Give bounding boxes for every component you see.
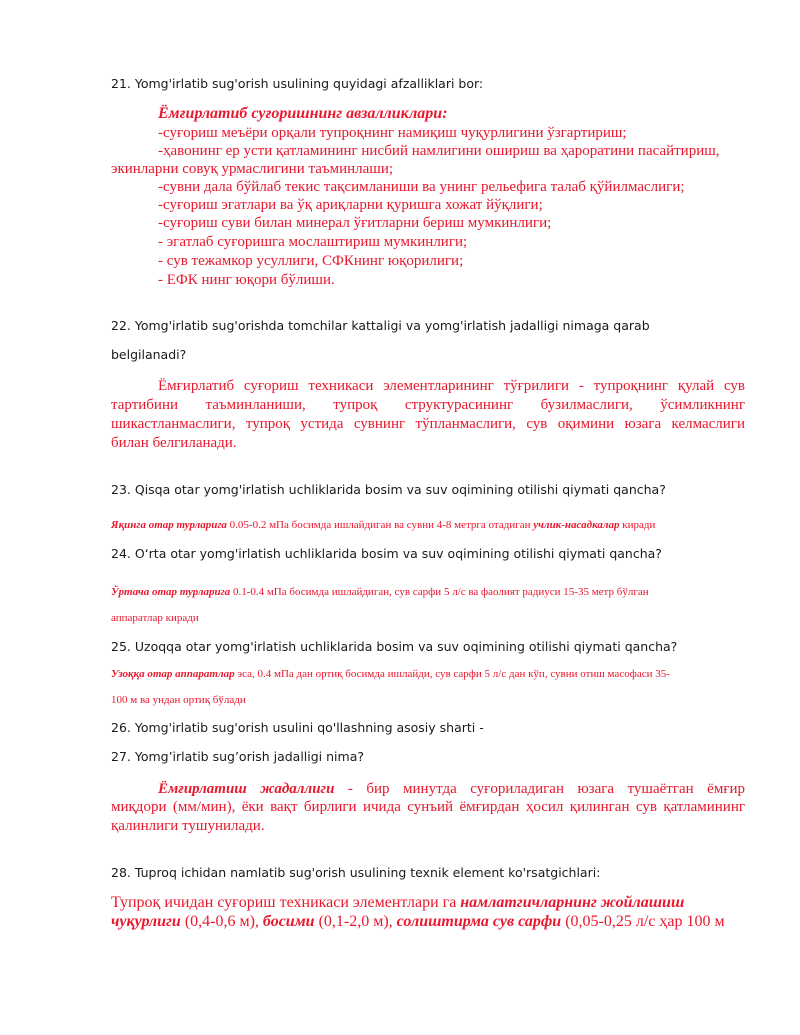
- answer-23-bold-2: учлик-насадкалар: [533, 519, 620, 531]
- question-25: 25. Uzoqqa otar yomg'irlatish uchliklarida bosim va suv oqimining otilishi qiymati qancha?: [111, 639, 678, 654]
- answer-24-bold-1: Ўртача отар турларига: [111, 586, 231, 598]
- answer-21-line-8: - ЕФК нинг юқори бўлиши.: [158, 272, 335, 288]
- question-24: 24. O‘rta otar yomg'irlatish uchliklarida bosim va suv oqimining otilishi qiymati qancha?: [111, 546, 662, 561]
- question-22-line-2: belgilanadi?: [111, 347, 187, 362]
- answer-25-bold-1: Узоққа отар аппаратлар: [111, 668, 235, 680]
- answer-28-bold-3: солиштирма сув сарфи: [396, 913, 562, 930]
- answer-24-line-1: [111, 586, 649, 598]
- answer-22-line-4: билан белгиланади.: [111, 435, 237, 451]
- answer-22-line-1: Ёмғирлатиб суғориш техникаси элементларининг тўғрилиги - тупроқнинг қулай сув: [158, 378, 745, 394]
- answer-28-bold-1a: намлатгичларнинг жойлашиш: [460, 894, 685, 911]
- answer-28-line-2: [111, 912, 725, 931]
- answer-28-text-1: Тупроқ ичидан суғориш техникаси элементлари га: [111, 894, 461, 911]
- answer-28-text-3: (0,1-2,0 м),: [314, 913, 397, 930]
- answer-27-bold-1: Ёмғирлатиш жадаллиги: [158, 781, 335, 797]
- answer-28-bold-1b: чуқурлиги: [111, 913, 181, 930]
- question-28: 28. Tuproq ichidan namlatib sug'orish usulining texnik element ko'rsatgichlari:: [111, 865, 601, 880]
- question-27: 27. Yomg’irlatib sug’orish jadalligi nima?: [111, 749, 364, 764]
- answer-25-line-2: 100 м ва ундан ортиқ бўлади: [111, 694, 246, 706]
- answer-21-line-4: -суғориш эгатлари ва ўқ ариқларни қуришга хожат йўқлиги;: [158, 197, 543, 213]
- answer-21-line-1: -суғориш меъёри орқали тупроқнинг намиқиш чуқурлигини ўзгартириш;: [158, 125, 627, 141]
- answer-27-line-1: [158, 780, 745, 799]
- answer-23-bold-1: Яқинга отар турларига: [111, 519, 227, 531]
- question-23: 23. Qisqa otar yomg'irlatish uchliklarida bosim va suv oqimining otilishi qiymati qancha?: [111, 482, 666, 497]
- answer-22-line-3: шикастланмаслиги, тупроқ устида сувнинг тўпланмаслиги, сув оқимини юзага келмаслиги: [111, 416, 745, 432]
- question-26: 26. Yomg'irlatib sug'orish usulini qo'llashning asosiy sharti -: [111, 720, 484, 735]
- answer-27-line-2: миқдори (мм/мин), ёки вақт бирлиги ичида сунъий ёмғирдан ҳосил қилинган сув қатламининг: [111, 799, 745, 815]
- answer-21-line-6: - эгатлаб суғоришга мослаштириш мумкинлиги;: [158, 234, 468, 250]
- answer-27-line-3: қалинлиги тушунилади.: [111, 818, 265, 834]
- answer-21-heading: Ёмғирлатиб суғоришнинг авзалликлари:: [158, 105, 448, 122]
- answer-25-line-1: [111, 668, 670, 680]
- answer-23-text-2: киради: [619, 519, 656, 531]
- question-22-line-1: 22. Yomg'irlatib sug'orishda tomchilar kattaligi va yomg'irlatish jadalligi nimaga qarab: [111, 318, 650, 333]
- answer-22-line-2: тартибини таъминланиши, тупроқ структурасининг бузилмаслиги, ўсимликнинг: [111, 397, 745, 413]
- answer-21-line-2a: -ҳавонинг ер усти қатламининг нисбий намлигини ошириш ва ҳароратини пасайтириш,: [158, 143, 720, 159]
- answer-23-text-1: 0.05-0.2 мПа босимда ишлайдиган ва сувни 4-8 метрга отадиган: [226, 519, 534, 531]
- answer-28-bold-2: босими: [262, 913, 315, 930]
- answer-21-line-7: - сув тежамкор усуллиги, СФКнинг юқорилиги;: [158, 253, 464, 269]
- answer-24-line-2: аппаратлар киради: [111, 612, 199, 624]
- answer-21-line-2b: экинларни совуқ урмаслигини таъминлаши;: [111, 161, 394, 177]
- answer-21-line-5: -суғориш суви билан минерал ўғитларни бериш мумкинлиги;: [158, 215, 552, 231]
- answer-21-line-3: -сувни дала бўйлаб текис тақсимланиши ва унинг рельефига талаб қўйилмаслиги;: [158, 179, 685, 195]
- answer-23: [111, 519, 655, 531]
- answer-24-text-1: 0.1-0.4 мПа босимда ишлайдиган, сув сарфи 5 л/с ва фаолият радиуси 15-35 метр бўлган: [230, 586, 649, 598]
- answer-27-line-1-rest: - бир минутда суғориладиган юзага тушаётган ёмғир: [334, 781, 745, 797]
- question-21: 21. Yomg'irlatib sug'orish usulining quyidagi afzalliklari bor:: [111, 76, 484, 91]
- answer-28-line-1: [111, 893, 684, 912]
- answer-25-text-1: эса, 0.4 мПа дан ортиқ босимда ишлайди, сув сарфи 5 л/с дан кўп, сувни отиш масофаси 35-: [234, 668, 670, 680]
- answer-28-text-2: (0,4-0,6 м),: [180, 913, 263, 930]
- answer-28-text-4: (0,05-0,25 л/с ҳар 100 м: [561, 913, 725, 930]
